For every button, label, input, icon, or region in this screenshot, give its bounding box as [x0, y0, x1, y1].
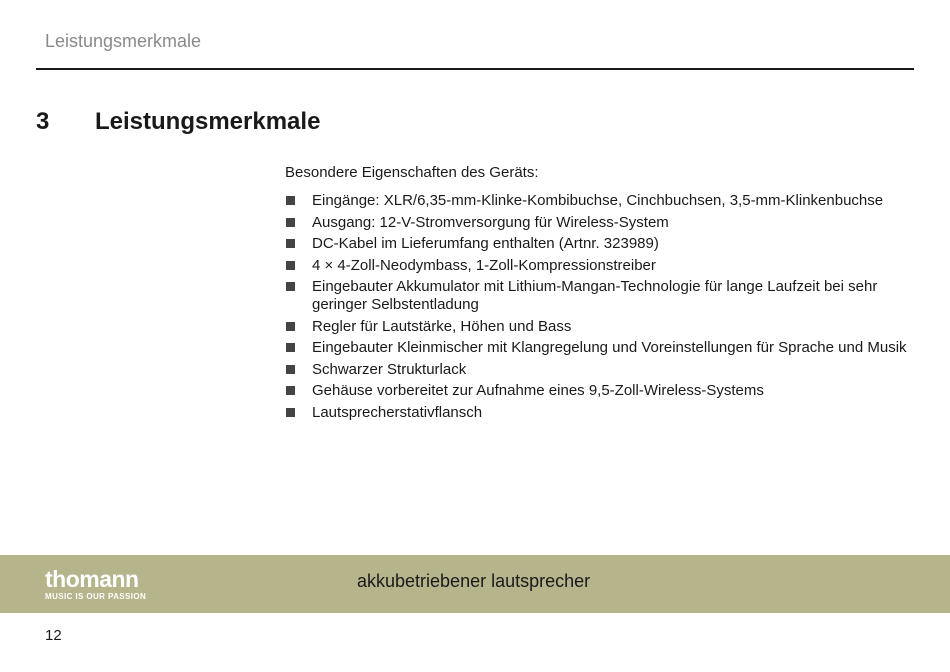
list-item — [285, 214, 915, 232]
list-item-text: Gehäuse vorbereitet zur Aufnahme eines 9,5-Zoll-Wireless-Systems — [312, 382, 764, 399]
thomann-logo — [45, 567, 146, 601]
header-rule — [36, 68, 914, 70]
list-item-text: Eingebauter Akkumulator mit Lithium-Mangan-Technologie für lange Laufzeit bei sehr geringer Selbstentladung — [312, 278, 878, 313]
list-item-text: DC-Kabel im Lieferumfang enthalten (Artnr. 323989) — [312, 235, 659, 252]
feature-list — [285, 192, 915, 425]
square-bullet-icon — [286, 218, 295, 227]
list-item — [285, 192, 915, 210]
list-item-text: Ausgang: 12-V-Stromversorgung für Wireless-System — [312, 213, 669, 231]
list-item — [285, 318, 915, 336]
list-item-text: Lautsprecherstativflansch — [312, 403, 483, 421]
list-item-text: Schwarzer Strukturlack — [312, 360, 467, 378]
square-bullet-icon — [286, 261, 295, 270]
footer-band — [0, 555, 950, 613]
square-bullet-icon — [286, 322, 295, 331]
list-item — [285, 235, 915, 253]
list-item — [285, 257, 915, 275]
list-item-text: 4 × 4-Zoll-Neodymbass, 1-Zoll-Kompressionstreiber — [312, 256, 656, 274]
chapter-number: 3 — [36, 108, 50, 135]
list-item — [285, 382, 915, 400]
square-bullet-icon — [286, 196, 295, 205]
square-bullet-icon — [286, 343, 295, 352]
list-item — [285, 278, 915, 314]
running-header: Leistungsmerkmale — [45, 31, 202, 51]
list-item — [285, 361, 915, 379]
page-number: 12 — [45, 627, 62, 644]
logo-tagline: MUSIC IS OUR PASSION — [45, 592, 147, 601]
intro-text: Besondere Eigenschaften des Geräts: — [285, 164, 539, 181]
square-bullet-icon — [286, 408, 295, 417]
list-item-text: Eingänge: XLR/6,35-mm-Klinke-Kombibuchse, Cinchbuchsen, 3,5-mm-Klinkenbuchse — [312, 192, 884, 209]
square-bullet-icon — [286, 239, 295, 248]
footer-product-title: akkubetriebener lautsprecher — [357, 571, 591, 591]
square-bullet-icon — [286, 365, 295, 374]
chapter-title: Leistungsmerkmale — [95, 108, 321, 135]
list-item-text: Regler für Lautstärke, Höhen und Bass — [312, 317, 572, 335]
list-item — [285, 404, 915, 422]
square-bullet-icon — [286, 386, 295, 395]
logo-wordmark: thomann — [45, 566, 139, 592]
square-bullet-icon — [286, 282, 295, 291]
list-item — [285, 339, 915, 357]
list-item-text: Eingebauter Kleinmischer mit Klangregelung und Voreinstellungen für Sprache und Musik — [312, 339, 907, 356]
